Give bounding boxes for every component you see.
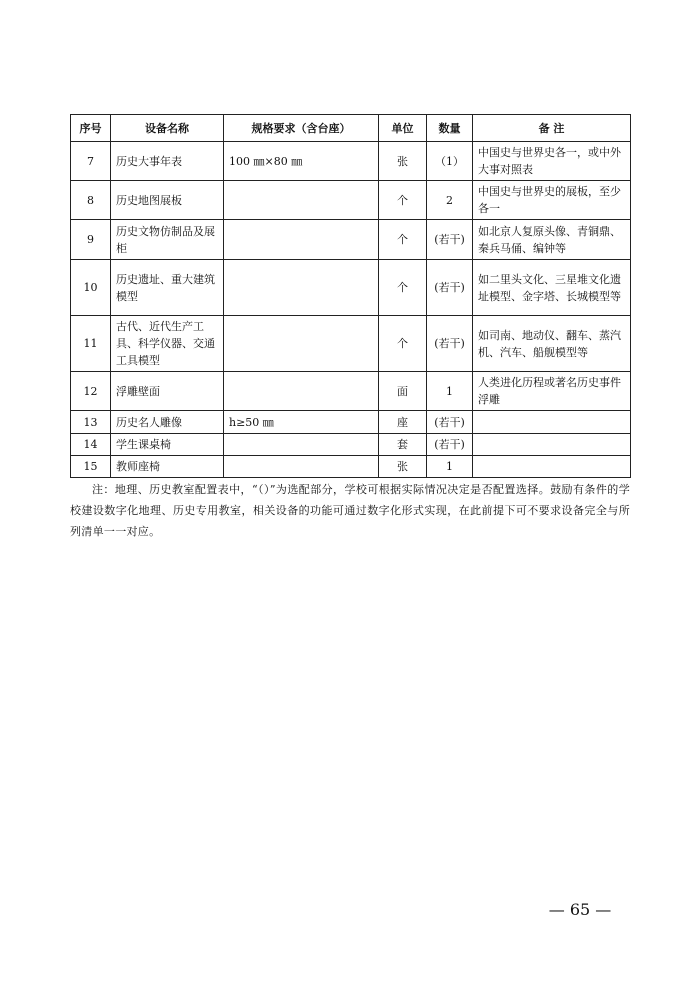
table-row <box>71 142 631 181</box>
header-name: 设备名称 <box>111 115 224 142</box>
table-row <box>71 181 631 220</box>
cell-seq: 14 <box>71 434 111 456</box>
cell-qty: (若干) <box>427 220 473 260</box>
cell-seq: 11 <box>71 316 111 372</box>
cell-name: 浮雕壁面 <box>111 372 224 411</box>
cell-note <box>473 456 631 478</box>
table-row <box>71 434 631 456</box>
cell-seq: 10 <box>71 260 111 316</box>
header-unit: 单位 <box>379 115 427 142</box>
cell-note: 中国史与世界史各一，或中外大事对照表 <box>473 142 631 181</box>
cell-name: 历史遗址、重大建筑模型 <box>111 260 224 316</box>
cell-name: 教师座椅 <box>111 456 224 478</box>
cell-name: 古代、近代生产工具、科学仪器、交通工具模型 <box>111 316 224 372</box>
cell-qty: (若干) <box>427 260 473 316</box>
cell-spec <box>224 456 379 478</box>
cell-note <box>473 434 631 456</box>
table-row <box>71 456 631 478</box>
cell-name: 历史名人雕像 <box>111 411 224 434</box>
cell-note: 如北京人复原头像、青铜鼎、秦兵马俑、编钟等 <box>473 220 631 260</box>
cell-qty: （1） <box>427 142 473 181</box>
cell-spec <box>224 260 379 316</box>
page-number: — 65 — <box>548 900 612 919</box>
cell-seq: 7 <box>71 142 111 181</box>
cell-note: 中国史与世界史的展板，至少各一 <box>473 181 631 220</box>
cell-qty: 1 <box>427 372 473 411</box>
cell-spec <box>224 220 379 260</box>
cell-name: 历史地图展板 <box>111 181 224 220</box>
cell-qty: (若干) <box>427 411 473 434</box>
cell-qty: 1 <box>427 456 473 478</box>
footnote: 注：地理、历史教室配置表中，“（）”为选配部分，学校可根据实际情况决定是否配置选择。鼓励有条件的学校建设数字化地理、历史专用教室，相关设备的功能可通过数字化形式实现，在此前提下可不要求设备完全与所列清单一一对应。 <box>70 483 630 538</box>
header-qty: 数量 <box>427 115 473 142</box>
cell-qty: (若干) <box>427 434 473 456</box>
cell-spec: h≥50 ㎜ <box>224 411 379 434</box>
cell-seq: 8 <box>71 181 111 220</box>
cell-name: 学生课桌椅 <box>111 434 224 456</box>
cell-note <box>473 411 631 434</box>
cell-unit: 个 <box>379 316 427 372</box>
cell-qty: 2 <box>427 181 473 220</box>
equipment-table <box>70 114 631 478</box>
cell-unit: 座 <box>379 411 427 434</box>
table-row <box>71 316 631 372</box>
cell-spec <box>224 434 379 456</box>
cell-unit: 面 <box>379 372 427 411</box>
cell-unit: 张 <box>379 142 427 181</box>
cell-spec <box>224 316 379 372</box>
cell-note: 如二里头文化、三星堆文化遗址模型、金字塔、长城模型等 <box>473 260 631 316</box>
cell-spec <box>224 372 379 411</box>
cell-unit: 个 <box>379 260 427 316</box>
cell-unit: 个 <box>379 220 427 260</box>
table-row <box>71 260 631 316</box>
cell-spec <box>224 181 379 220</box>
header-spec: 规格要求（含台座） <box>224 115 379 142</box>
cell-qty: (若干) <box>427 316 473 372</box>
header-note: 备 注 <box>473 115 631 142</box>
table-row <box>71 220 631 260</box>
equipment-table-container <box>70 114 630 478</box>
cell-name: 历史大事年表 <box>111 142 224 181</box>
table-header-row <box>71 115 631 142</box>
cell-seq: 15 <box>71 456 111 478</box>
table-row <box>71 372 631 411</box>
cell-seq: 9 <box>71 220 111 260</box>
cell-spec: 100 ㎜×80 ㎜ <box>224 142 379 181</box>
cell-seq: 12 <box>71 372 111 411</box>
cell-note: 人类进化历程或著名历史事件浮雕 <box>473 372 631 411</box>
cell-note: 如司南、地动仪、翻车、蒸汽机、汽车、船舰模型等 <box>473 316 631 372</box>
cell-seq: 13 <box>71 411 111 434</box>
cell-name: 历史文物仿制品及展柜 <box>111 220 224 260</box>
cell-unit: 个 <box>379 181 427 220</box>
table-row <box>71 411 631 434</box>
cell-unit: 张 <box>379 456 427 478</box>
header-seq: 序号 <box>71 115 111 142</box>
cell-unit: 套 <box>379 434 427 456</box>
